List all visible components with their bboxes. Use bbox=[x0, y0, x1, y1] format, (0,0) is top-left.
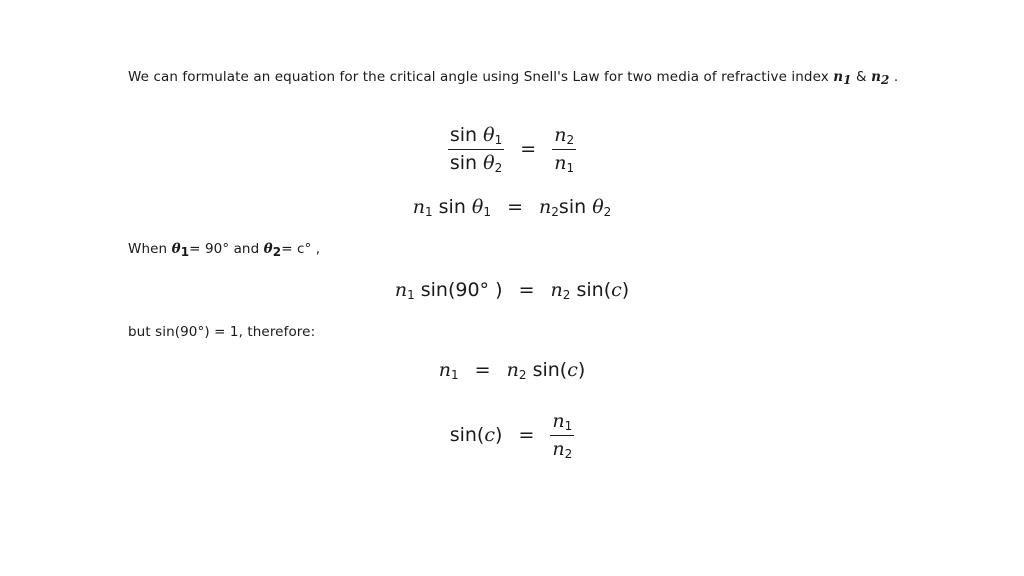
sine-ratio-fraction: $\frac{\sin \theta_1}{\sin \theta_2}$ bbox=[449, 124, 503, 175]
equals-sign: = bbox=[507, 196, 523, 218]
intro-paragraph bbox=[128, 69, 928, 89]
equals-sign: = bbox=[518, 279, 535, 301]
equals-sign: = bbox=[520, 138, 537, 160]
snell-law-equation: $n_1$ $\sin \theta_1 = n_2\sin$ $\theta_2$ bbox=[412, 196, 612, 219]
when-condition-text: When $\theta_1= 90^\circ$ and $\theta_2= c^\circ$ , bbox=[128, 241, 321, 259]
therefore-text: but sin(90°) = 1, therefore: bbox=[128, 324, 316, 340]
intro-n1: $n_1$ bbox=[833, 69, 852, 87]
index-ratio-fraction: $\frac{n_2}{n_1}$ bbox=[554, 124, 575, 175]
intro-n2: $n_2$ bbox=[871, 69, 890, 87]
equals-sign: = bbox=[474, 359, 491, 381]
critical-ratio-fraction: $\frac{n_1}{n_2}$ bbox=[552, 410, 573, 461]
intro-text: We can formulate an equation for the critical angle using Snell's Law for two media of refractive index bbox=[128, 69, 829, 85]
equals-sign: = bbox=[518, 424, 535, 446]
intro-end: . bbox=[893, 69, 899, 85]
substituted-equation: $n_1$ sin(90° ) = $n_2$ sin(c) bbox=[394, 279, 630, 302]
simplified-equation: $n_1 = n_2$ sin(c) bbox=[438, 359, 586, 382]
critical-angle-equation: sin(c) = $\frac{n_1}{n_2}$ bbox=[449, 410, 573, 461]
intro-amp: & bbox=[856, 69, 867, 85]
snell-ratio-equation bbox=[0, 124, 1024, 175]
